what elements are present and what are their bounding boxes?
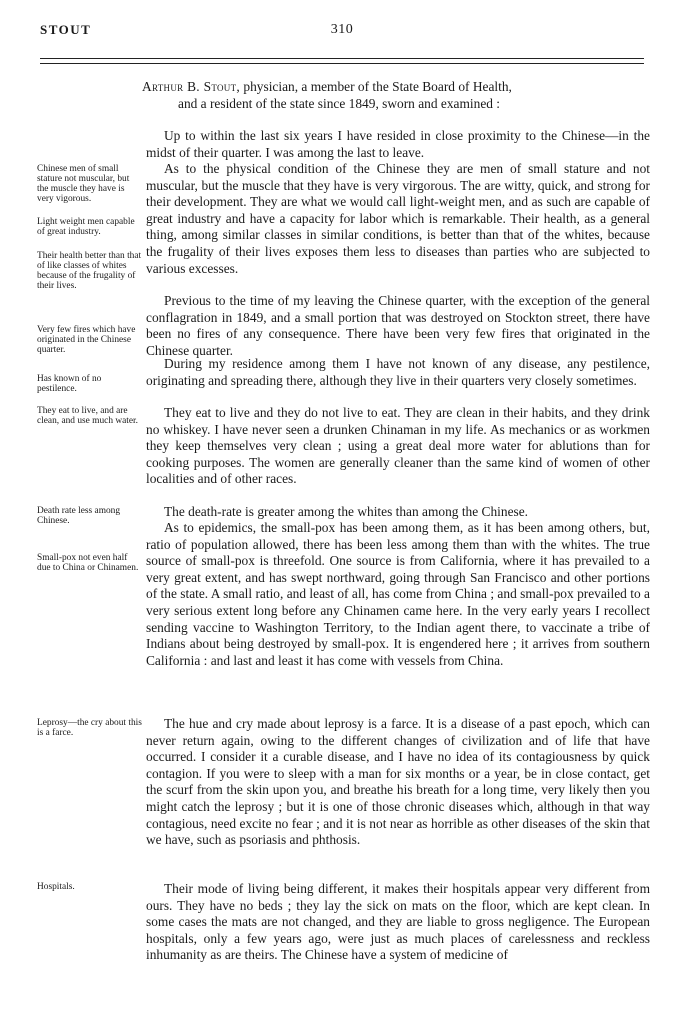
paragraph-pestilence [146, 356, 650, 389]
paragraph-death-rate [146, 504, 650, 521]
intro-line-1: physician, a member of the State Board of Health, [240, 79, 512, 94]
paragraph-small-pox [146, 520, 650, 669]
paragraph-text: As to epidemics, the small-pox has been among them, as it has been among others, but, ratio of population allowed, there has been less among them than with the whites. The true source of small-pox is threefold. One source is from California, where it has prevailed to a very great extent, and has swept northward, going through San Francisco and other portions of the state. A small ratio, and least of all, has come from China ; and small-pox prevailed to a very serious extent long before any Chinamen came here. In the very early years I recollect sending vaccine to Washington Territory, to the Indian agent there, to vaccinate a tribe of Indians about being destroyed by small-pox. It is engendered here ; it arrives from southern California : and last and least it has come with vessels from China. [146, 520, 650, 668]
paragraph-fires [146, 293, 650, 359]
paragraph-leprosy [146, 716, 650, 849]
margin-note-pestilence: Has known of no pestilence. [37, 374, 102, 394]
header-rule-bottom [40, 63, 644, 64]
margin-note-fires: Very few fires which have originated in the Chinese quarter. [37, 325, 136, 355]
paragraph-text: As to the physical condition of the Chinese they are men of small stature and not muscular, but the muscle that they have is very virgorous. The are witty, quick, and strong for their development. They are what we would call light-weight men, and as such are capable of great industry and have a capacity for labor which is remarkable. Their health, as a general thing, among similar classes in similar conditions, is better than that of the whites, because the frugality of their lives exposes them less to diseases than parties who are subjected to various excesses. [146, 161, 650, 276]
paragraph-text: Previous to the time of my leaving the Chinese quarter, with the exception of the general conflagration in 1849, and a small portion that was destroyed on Stockton street, there have been no fires of any consequence. There have been very few fires that originated in the Chinese quarter. [146, 293, 650, 358]
margin-note-stature: Chinese men of small stature not muscular, but the muscle they have is very vigorous. [37, 164, 130, 204]
margin-note-hospitals: Hospitals. [37, 882, 75, 892]
header-rule-top [40, 58, 644, 59]
margin-note-leprosy: Leprosy—the cry about this is a farce. [37, 718, 142, 738]
running-head: STOUT [40, 22, 92, 37]
intro-line-2: and a resident of the state since 1849, sworn and examined : [178, 96, 501, 111]
paragraph-text: During my residence among them I have not known of any disease, any pestilence, originating and spreading there, although they live in their quarters very closely sometimes. [146, 356, 650, 388]
margin-note-eat-to-live: They eat to live, and are clean, and use much water. [37, 406, 139, 426]
page-header [40, 22, 644, 42]
page-number: 310 [330, 22, 354, 37]
paragraph-text: Up to within the last six years I have resided in close proximity to the Chinese—in the midst of their quarter. I was among the last to leave. [146, 128, 650, 160]
margin-note-health: Their health better than that of like classes of whites because of the frugality of their lives. [37, 251, 142, 291]
paragraph-cleanliness [146, 405, 650, 488]
margin-note-light-weight: Light weight men capable of great industry. [37, 217, 135, 237]
paragraph-text: Their mode of living being different, it makes their hospitals appear very different from ours. They have no beds ; they lay the sick on mats on the floor, which are kept clean. In some cases the mats are not changed, and they are liable to gross negligence. The European hospitals, only a few years ago, were just as much places of carelessness and reckless inhumanity as are theirs. The Chinese have a system of medicine of [146, 881, 650, 963]
paragraph-residence [146, 128, 650, 161]
margin-note-death-rate: Death rate less among Chinese. [37, 506, 121, 526]
paragraph-physical-condition [146, 161, 650, 277]
witness-introduction [142, 78, 650, 112]
paragraph-text: The death-rate is greater among the whites than among the Chinese. [164, 504, 529, 519]
paragraph-text: They eat to live and they do not live to eat. They are clean in their habits, and they drink no whiskey. I have never seen a drunken Chinaman in my life. As mechanics or as workmen they keep themselves very clean ; using a great deal more water for ablutions than for cooking purposes. The women are generally cleaner than the same kind of women of other localities and of other races. [146, 405, 650, 487]
paragraph-hospitals [146, 881, 650, 964]
paragraph-text: The hue and cry made about leprosy is a farce. It is a disease of a past epoch, which can never return again, owing to the different changes of civilization and of life that have occurred. I consider it a curable disease, and I have no idea of its contagiousness by quick contagion. If you were to sleep with a man for six months or a year, be in close contact, get the scurf from the skin upon you, and breathe his breath for a long time, very likely then you might catch the leprosy ; but it is one of those chronic diseases which, although in that way contagious, need excite no fear ; and it is not near as horrible as other diseases of the skin that we have, such as psoriasis and phthosis. [146, 716, 650, 848]
margin-note-small-pox: Small-pox not even half due to China or Chinamen. [37, 553, 139, 573]
witness-name: Arthur B. Stout, [142, 79, 241, 94]
